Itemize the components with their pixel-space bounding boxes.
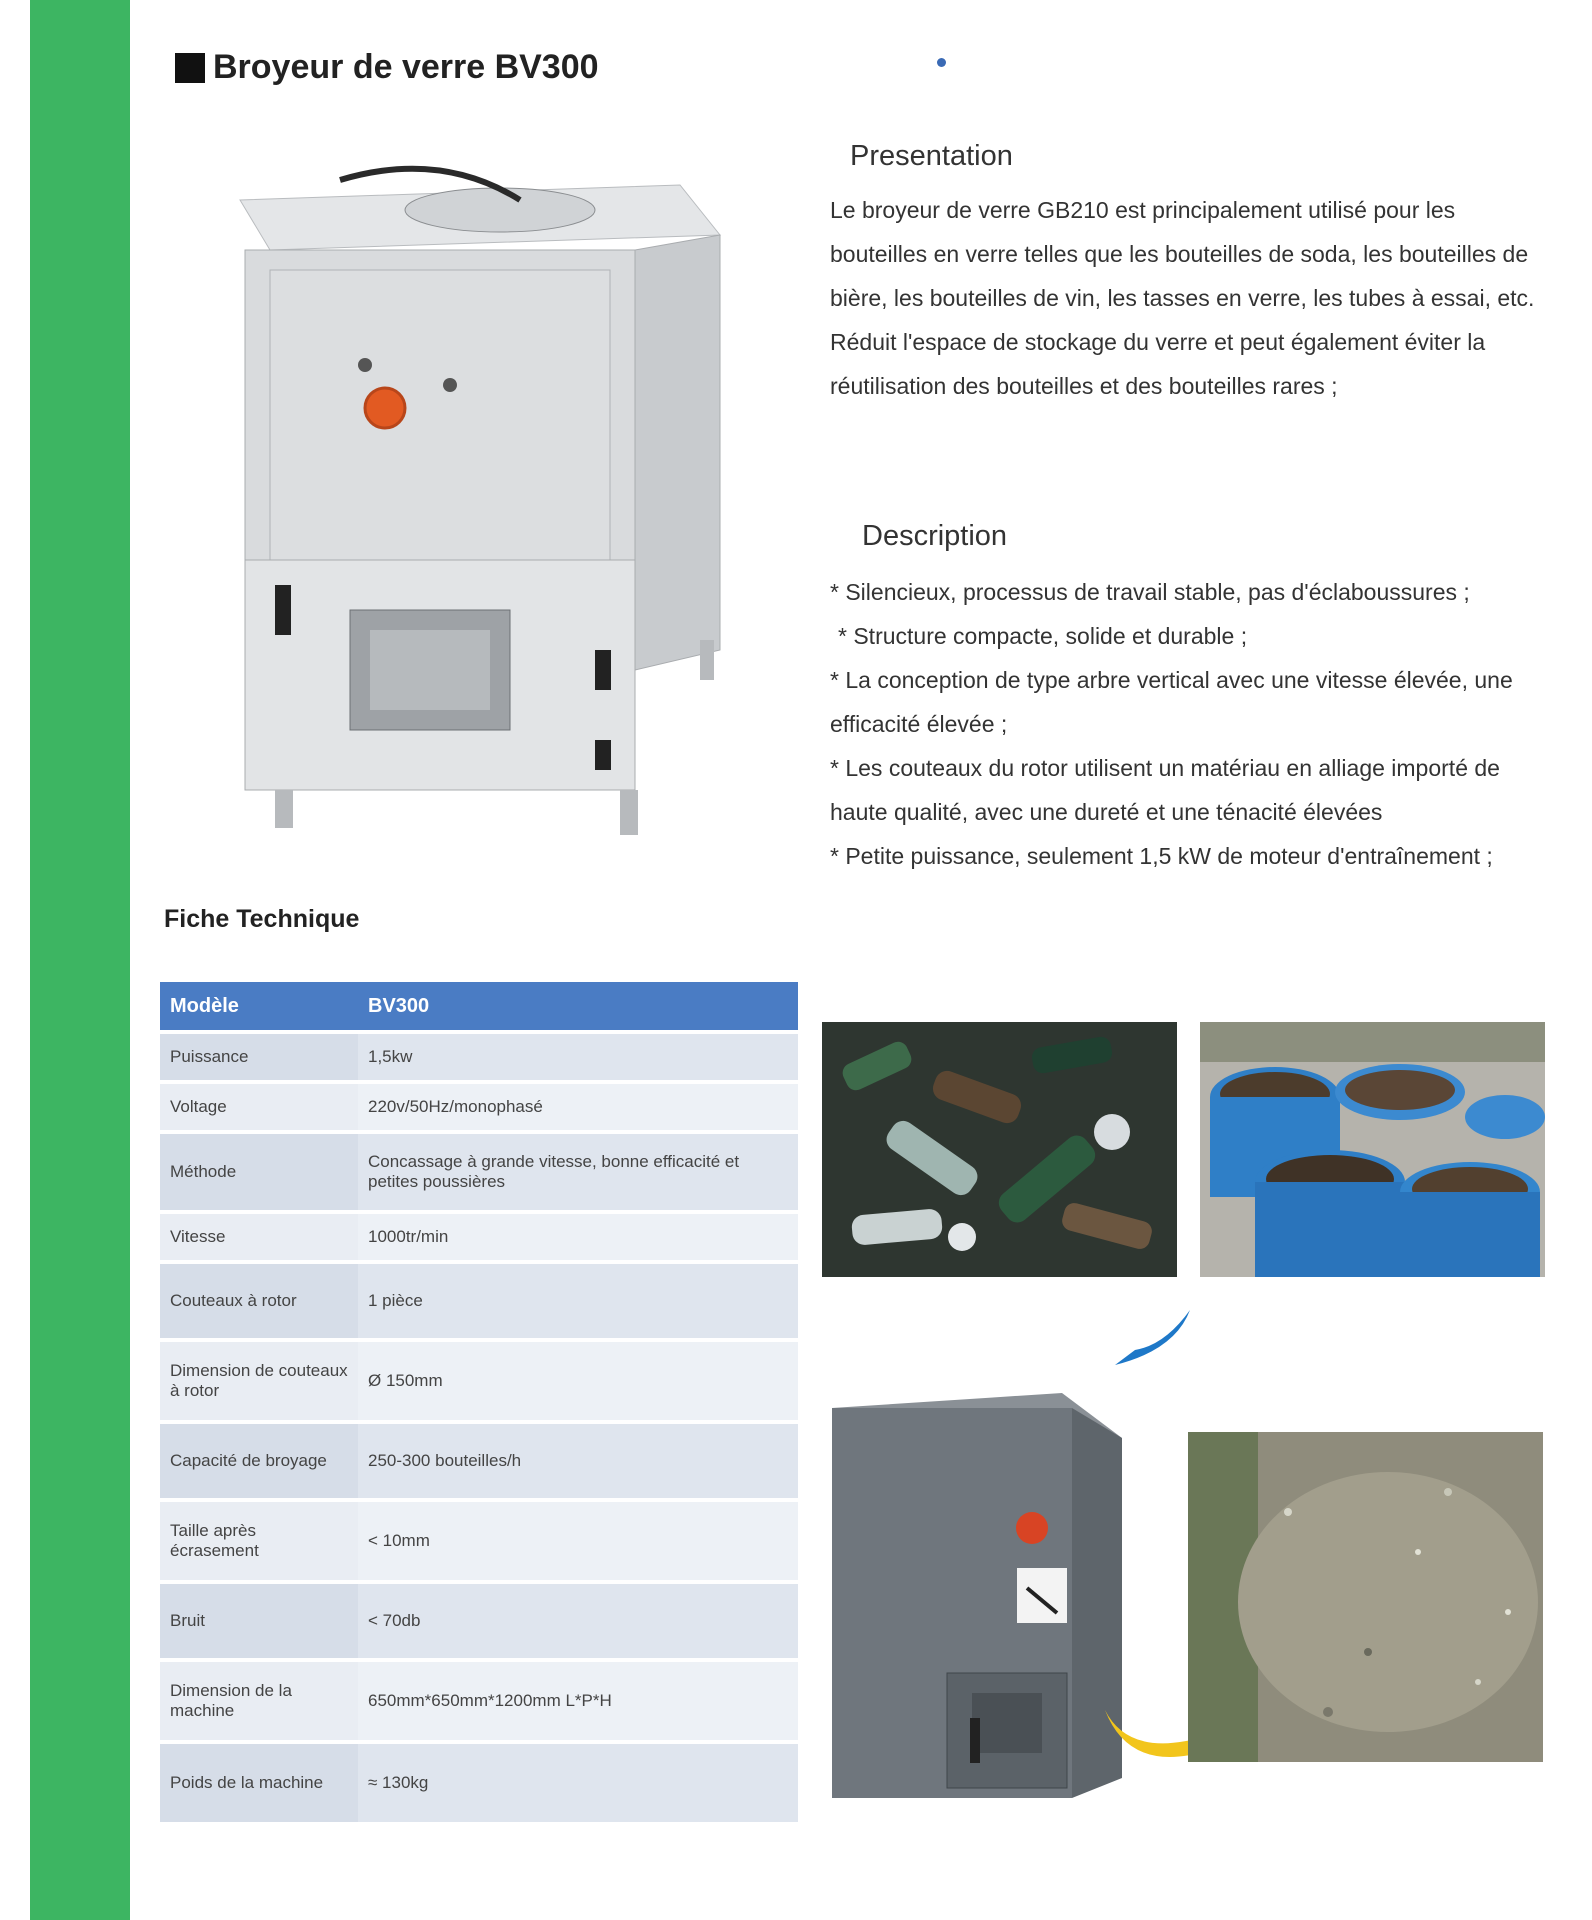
spec-header-model-label: Modèle [160,982,358,1030]
presentation-heading: Presentation [850,140,1013,172]
spec-table-header [160,982,798,1030]
spec-value: < 70db [358,1584,798,1658]
square-bullet-icon [175,53,205,83]
spec-value: 1 pièce [358,1264,798,1338]
description-item: * Structure compacte, solide et durable ; [838,623,1248,649]
table-row [160,1744,798,1822]
blue-dot-icon [937,58,946,67]
spec-key: Dimension de couteaux à rotor [160,1342,358,1420]
spec-value: Ø 150mm [358,1342,798,1420]
spec-value: 650mm*650mm*1200mm L*P*H [358,1662,798,1740]
blue-barrels-photo [1200,1022,1545,1277]
presentation-text: Le broyeur de verre GB210 est principalement utilisé pour les bouteilles en verre telles que les bouteilles de soda, les bouteilles de bière, les bouteilles de vin, les tasses en verre, les tubes à essai, etc. Réduit l'espace de stockage du verre et peut également éviter la réutilisation des bouteilles et des bouteilles rares ; [830,197,1535,399]
description-item: * La conception de type arbre vertical avec une vitesse élevée, une efficacité élevée ; [830,667,1513,737]
table-row [160,1424,798,1498]
table-row [160,1214,798,1260]
spec-key: Puissance [160,1034,358,1080]
spec-value: 1,5kw [358,1034,798,1080]
description-heading: Description [862,520,1008,552]
grey-machine-photo [822,1388,1132,1808]
machine-photo [200,140,760,840]
spec-value: Concassage à grande vitesse, bonne efficacité et petites poussières [358,1134,798,1210]
spec-key: Méthode [160,1134,358,1210]
description-list [830,570,1550,878]
spec-key: Bruit [160,1584,358,1658]
spec-key: Couteaux à rotor [160,1264,358,1338]
spec-value: < 10mm [358,1502,798,1580]
description-item: * Petite puissance, seulement 1,5 kW de moteur d'entraînement ; [830,843,1493,869]
blue-arrow-icon [1105,1305,1195,1375]
table-row [160,1502,798,1580]
spec-key: Capacité de broyage [160,1424,358,1498]
spec-key: Dimension de la machine [160,1662,358,1740]
spec-key: Vitesse [160,1214,358,1260]
description-item: * Silencieux, processus de travail stable, pas d'éclaboussures ; [830,579,1470,605]
description-item: * Les couteaux du rotor utilisent un matériau en alliage importé de haute qualité, avec une dureté et une ténacité élevées [830,755,1500,825]
page-margin [0,0,30,1920]
table-row [160,1342,798,1420]
table-row [160,1662,798,1740]
spec-key: Voltage [160,1084,358,1130]
page-title-text: Broyeur de verre BV300 [213,48,599,86]
spec-key: Poids de la machine [160,1744,358,1822]
spec-header-model-value: BV300 [358,982,798,1030]
spec-table [160,978,798,1826]
green-side-bar [30,0,130,1920]
table-row [160,1034,798,1080]
spec-value: 250-300 bouteilles/h [358,1424,798,1498]
spec-key: Taille après écrasement [160,1502,358,1580]
crushed-glass-photo [1188,1432,1543,1762]
table-row [160,1134,798,1210]
table-row [160,1584,798,1658]
table-row [160,1084,798,1130]
fiche-technique-heading: Fiche Technique [164,905,360,933]
page-title [175,48,599,87]
table-row [160,1264,798,1338]
glass-bottles-photo [822,1022,1177,1277]
spec-value: 1000tr/min [358,1214,798,1260]
spec-value: ≈ 130kg [358,1744,798,1822]
spec-value: 220v/50Hz/monophasé [358,1084,798,1130]
